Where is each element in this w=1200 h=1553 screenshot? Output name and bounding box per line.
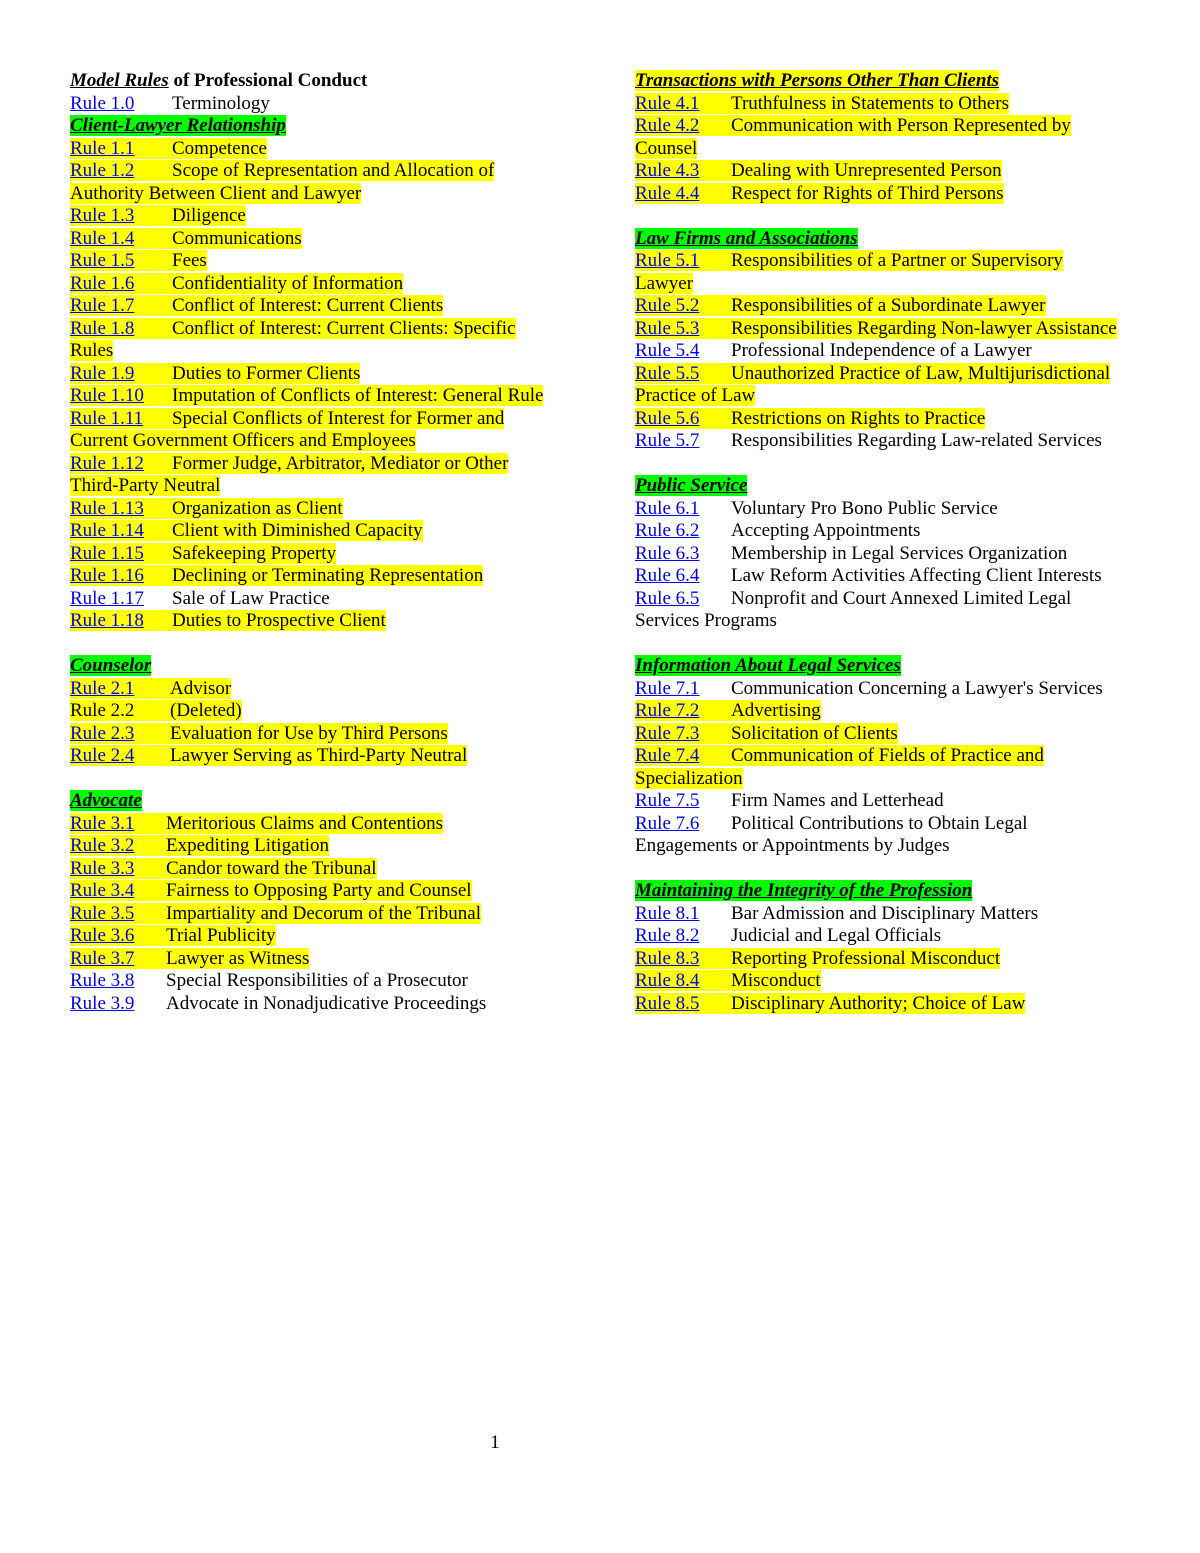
rule-entry xyxy=(70,835,570,858)
rule-entry xyxy=(635,970,1155,993)
rule-entry xyxy=(635,340,1155,363)
rule-entry-content xyxy=(70,903,481,924)
rule-number-link[interactable]: Rule 6.4 xyxy=(635,565,700,586)
rule-title-continuation-line xyxy=(70,475,570,498)
rule-number-link[interactable]: Rule 1.7 xyxy=(70,295,135,316)
rule-number-link[interactable]: Rule 8.5 xyxy=(635,992,700,1014)
rule-entry-content xyxy=(70,318,516,339)
rule-title: Safekeeping Property xyxy=(172,542,337,564)
rule-title-continuation-line xyxy=(70,183,570,206)
rule-number-link[interactable]: Rule 3.7 xyxy=(70,947,135,969)
rule-number-link[interactable]: Rule 3.3 xyxy=(70,857,135,879)
rule-entry-content xyxy=(70,295,443,316)
rule-number-link[interactable]: Rule 7.2 xyxy=(635,700,700,721)
rule-number-link[interactable]: Rule 3.9 xyxy=(70,992,135,1014)
rule-title: Firm Names and Letterhead xyxy=(731,790,944,811)
rule-title-continuation-line xyxy=(635,273,1155,296)
rule-number-link[interactable]: Rule 2.4 xyxy=(70,745,135,766)
rule-number-link[interactable]: Rule 1.14 xyxy=(70,520,144,541)
rule-title: Competence xyxy=(172,137,267,159)
section-spacer xyxy=(635,633,1155,656)
rule-entry-content xyxy=(70,160,494,181)
rule-entry xyxy=(70,205,570,228)
rule-number-link[interactable]: Rule 1.4 xyxy=(70,227,135,249)
rule-number-link[interactable]: Rule 1.5 xyxy=(70,250,135,271)
rule-entry-content xyxy=(635,565,1102,586)
rule-entry xyxy=(635,115,1155,138)
rule-entry-content xyxy=(635,430,1102,451)
rule-title: Expediting Litigation xyxy=(166,835,330,856)
rule-title-continuation-line xyxy=(635,138,1155,161)
rule-entry xyxy=(70,588,570,611)
section-heading-line xyxy=(635,70,1155,93)
rule-entry xyxy=(70,880,570,903)
rule-entry xyxy=(70,610,570,633)
rule-entry xyxy=(70,723,570,746)
rule-number-link[interactable]: Rule 6.2 xyxy=(635,520,700,541)
rule-title-continuation: Lawyer xyxy=(635,272,694,294)
rule-entry xyxy=(635,250,1155,273)
rule-entry-content xyxy=(635,93,1009,114)
rule-title: Organization as Client xyxy=(172,497,343,519)
rule-entry xyxy=(70,520,570,543)
rule-entry xyxy=(635,498,1155,521)
rule-title: Former Judge, Arbitrator, Mediator or Other xyxy=(172,452,509,474)
rule-entry xyxy=(70,970,570,993)
rule-entry-content xyxy=(70,385,543,406)
rule-entry-content xyxy=(635,925,941,946)
rule-entry xyxy=(70,925,570,948)
rule-title: Special Responsibilities of a Prosecutor xyxy=(166,970,468,991)
section-heading-line xyxy=(635,655,1155,678)
rule-title: Candor toward the Tribunal xyxy=(166,857,377,879)
rule-entry-content xyxy=(70,610,386,631)
rule-number-link[interactable]: Rule 3.6 xyxy=(70,925,135,946)
rule-title-continuation: Specialization xyxy=(635,767,743,789)
rule-entry-content xyxy=(635,970,821,991)
rule-title: Dealing with Unrepresented Person xyxy=(731,160,1002,181)
rule-title-continuation-line xyxy=(70,340,570,363)
rule-title: Restrictions on Rights to Practice xyxy=(731,407,986,429)
rule-entry-content xyxy=(635,363,1110,384)
rule-title: Communications xyxy=(172,227,302,249)
rule-entry-content xyxy=(70,858,377,879)
rule-entry-content xyxy=(70,835,329,856)
rule-entry xyxy=(635,565,1155,588)
rule-entry-content xyxy=(635,250,1063,271)
rule-title: Confidentiality of Information xyxy=(172,272,404,294)
section-heading-line xyxy=(70,655,570,678)
rule-title: Declining or Terminating Representation xyxy=(172,565,484,586)
rule-number-link[interactable]: Rule 1.11 xyxy=(70,407,144,429)
rule-number-link[interactable]: Rule 1.6 xyxy=(70,272,135,294)
rule-entry xyxy=(635,295,1155,318)
section-heading-line xyxy=(70,790,570,813)
rule-entry xyxy=(70,160,570,183)
rule-title: Communication of Fields of Practice and xyxy=(731,745,1044,766)
section-heading: Law Firms and Associations xyxy=(635,227,858,249)
rule-entry-content xyxy=(635,723,898,744)
rule-entry xyxy=(635,813,1155,836)
rule-entry xyxy=(70,543,570,566)
rule-number-link[interactable]: Rule 1.8 xyxy=(70,317,135,339)
rule-entry xyxy=(635,588,1155,611)
rule-title-continuation-line xyxy=(635,768,1155,791)
rule-title: Membership in Legal Services Organization xyxy=(731,542,1068,564)
rule-entry xyxy=(635,93,1155,116)
section-heading: Information About Legal Services xyxy=(635,655,901,676)
right-rule-list xyxy=(635,70,1155,1015)
rule-entry-content xyxy=(635,543,1067,564)
rule-entry xyxy=(70,498,570,521)
rule-entry xyxy=(635,520,1155,543)
rule-entry-content xyxy=(70,993,486,1014)
rule-title-continuation-line xyxy=(635,835,1155,858)
rule-number-link[interactable]: Rule 1.2 xyxy=(70,160,135,181)
rule-title-continuation: Engagements or Appointments by Judges xyxy=(635,835,950,856)
rule-number-link[interactable]: Rule 5.1 xyxy=(635,250,700,271)
rule-number-link[interactable]: Rule 3.5 xyxy=(70,902,135,924)
rule-entry-content xyxy=(70,880,472,901)
rule-title: Conflict of Interest: Current Clients xyxy=(172,295,444,316)
rule-title: Sale of Law Practice xyxy=(172,587,330,609)
rule-number-link[interactable]: Rule 6.3 xyxy=(635,542,700,564)
rule-entry xyxy=(70,385,570,408)
rule-title: Responsibilities Regarding Law-related Services xyxy=(731,430,1102,451)
rule-entry xyxy=(70,678,570,701)
rule-number-link[interactable]: Rule 6.5 xyxy=(635,587,700,609)
rule-entry xyxy=(70,858,570,881)
rule-number-link[interactable]: Rule 1.13 xyxy=(70,497,144,519)
rule-number-link[interactable]: Rule 1.18 xyxy=(70,610,144,631)
rule-title: Terminology xyxy=(172,92,270,114)
rule-number-link[interactable]: Rule 5.5 xyxy=(635,362,700,384)
rule-title-continuation-line xyxy=(635,385,1155,408)
rule-number-link[interactable]: Rule 7.1 xyxy=(635,677,700,699)
rule-number-link[interactable]: Rule 1.17 xyxy=(70,587,144,609)
section-spacer xyxy=(70,768,570,791)
rule-number-link[interactable]: Rule 1.10 xyxy=(70,385,144,406)
rule-entry-content xyxy=(70,250,207,271)
rule-title: Advertising xyxy=(731,700,821,721)
rule-entry-content xyxy=(70,138,267,159)
rule-entry-content xyxy=(635,678,1103,699)
rule-number-link[interactable]: Rule 5.2 xyxy=(635,295,700,316)
rule-entry-content xyxy=(70,520,423,541)
section-spacer xyxy=(635,205,1155,228)
rule-entry-content xyxy=(70,588,330,609)
rule-title-continuation: Services Programs xyxy=(635,610,777,631)
rule-entry-content xyxy=(70,228,302,249)
rule-entry-content xyxy=(635,993,1025,1014)
rule-entry-content xyxy=(635,700,821,721)
rule-number-link[interactable]: Rule 1.12 xyxy=(70,452,144,474)
rule-number-link[interactable]: Rule 8.3 xyxy=(635,947,700,969)
rule-title: Political Contributions to Obtain Legal xyxy=(731,812,1028,834)
rule-title: Meritorious Claims and Contentions xyxy=(166,812,444,834)
rule-number-link[interactable]: Rule 5.6 xyxy=(635,407,700,429)
rule-entry-content xyxy=(70,93,270,114)
rule-title: Nonprofit and Court Annexed Limited Legal xyxy=(731,587,1072,609)
rule-number-link[interactable]: Rule 5.3 xyxy=(635,317,700,339)
rule-entry-content xyxy=(635,520,920,541)
rule-title: Respect for Rights of Third Persons xyxy=(731,182,1004,204)
rule-entry-content xyxy=(635,295,1046,316)
rule-entry-content xyxy=(70,700,242,721)
rule-number-link[interactable]: Rule 7.5 xyxy=(635,790,700,811)
section-heading: Advocate xyxy=(70,790,142,811)
rule-entry-content xyxy=(635,948,1000,969)
rule-number-link[interactable]: Rule 4.1 xyxy=(635,92,700,114)
rule-number-link[interactable]: Rule 8.4 xyxy=(635,970,700,991)
rule-entry-content xyxy=(70,925,276,946)
rule-entry-content xyxy=(635,340,1032,361)
rule-entry xyxy=(70,813,570,836)
rule-entry xyxy=(635,318,1155,341)
rule-entry xyxy=(635,700,1155,723)
rule-title: Disciplinary Authority; Choice of Law xyxy=(731,992,1026,1014)
rule-title: Advocate in Nonadjudicative Proceedings xyxy=(166,992,487,1014)
rule-number-link[interactable]: Rule 4.2 xyxy=(635,115,700,136)
rule-entry xyxy=(635,363,1155,386)
rule-entry-content xyxy=(70,363,360,384)
rule-title: Conflict of Interest: Current Clients: Specific xyxy=(172,317,516,339)
rule-entry xyxy=(70,250,570,273)
rule-title-continuation: Counsel xyxy=(635,137,698,159)
rule-title: Responsibilities Regarding Non-lawyer Assistance xyxy=(731,317,1117,339)
rule-entry-content xyxy=(70,745,467,766)
rule-entry-content xyxy=(635,183,1004,204)
rule-title: Duties to Prospective Client xyxy=(172,610,386,631)
document-title xyxy=(70,70,570,93)
rule-entry xyxy=(635,408,1155,431)
rule-entry xyxy=(70,318,570,341)
section-spacer xyxy=(635,858,1155,881)
rule-title: Truthfulness in Statements to Others xyxy=(731,92,1009,114)
rule-entry xyxy=(635,430,1155,453)
rule-title: Impartiality and Decorum of the Tribunal xyxy=(166,902,482,924)
rule-entry xyxy=(635,543,1155,566)
rule-entry xyxy=(635,948,1155,971)
rule-entry xyxy=(635,925,1155,948)
rule-number-link[interactable]: Rule 7.6 xyxy=(635,812,700,834)
rule-title: Evaluation for Use by Third Persons xyxy=(170,722,448,744)
rule-title: Fairness to Opposing Party and Counsel xyxy=(166,880,472,901)
rule-number-link[interactable]: Rule 3.4 xyxy=(70,880,135,901)
document-title-rest: of Professional Conduct xyxy=(168,70,368,91)
rule-entry xyxy=(70,138,570,161)
rule-title: Judicial and Legal Officials xyxy=(731,925,942,946)
section-spacer xyxy=(70,633,570,656)
rule-number-link[interactable]: Rule 1.1 xyxy=(70,137,135,159)
rule-entry-content xyxy=(70,408,504,429)
rule-entry-content xyxy=(70,543,336,564)
rule-title: Imputation of Conflicts of Interest: General Rule xyxy=(172,385,544,406)
rule-entry xyxy=(70,745,570,768)
rule-number-link[interactable]: Rule 5.7 xyxy=(635,430,700,451)
rule-number-link[interactable]: Rule 8.2 xyxy=(635,925,700,946)
rule-title-continuation: Authority Between Client and Lawyer xyxy=(70,182,362,204)
rule-number-link[interactable]: Rule 7.3 xyxy=(635,722,700,744)
rule-number: Rule 2.2 xyxy=(70,700,135,721)
rule-entry xyxy=(70,700,570,723)
rule-number-link[interactable]: Rule 6.1 xyxy=(635,497,700,519)
rule-entry-content xyxy=(635,903,1038,924)
left-rule-list xyxy=(70,93,570,1016)
rule-entry-content xyxy=(70,948,309,969)
rule-entry-content xyxy=(70,498,343,519)
rule-entry-content xyxy=(70,678,231,699)
rule-title: Diligence xyxy=(172,205,246,226)
rule-entry-content xyxy=(635,115,1071,136)
rule-entry xyxy=(70,408,570,431)
rule-title: Responsibilities of a Subordinate Lawyer xyxy=(731,295,1046,316)
section-heading-line xyxy=(70,115,570,138)
rule-entry xyxy=(70,453,570,476)
rule-entry xyxy=(635,745,1155,768)
rule-entry-content xyxy=(70,565,483,586)
rule-title: Communication Concerning a Lawyer's Services xyxy=(731,677,1103,699)
rule-entry xyxy=(70,295,570,318)
section-heading: Public Service xyxy=(635,475,748,496)
rule-entry xyxy=(635,723,1155,746)
section-heading-line xyxy=(635,475,1155,498)
section-heading: Counselor xyxy=(70,655,152,676)
rule-entry-content xyxy=(635,588,1071,609)
rule-title: Client with Diminished Capacity xyxy=(172,520,423,541)
rule-entry-content xyxy=(70,723,448,744)
rule-title: Advisor xyxy=(170,677,232,699)
rule-title-continuation: Current Government Officers and Employees xyxy=(70,430,416,451)
rule-entry-content xyxy=(635,408,985,429)
rule-number-link[interactable]: Rule 4.3 xyxy=(635,160,700,181)
rule-title: Special Conflicts of Interest for Former and xyxy=(172,407,505,429)
rule-entry xyxy=(70,363,570,386)
rule-entry xyxy=(70,993,570,1016)
rule-title: Bar Admission and Disciplinary Matters xyxy=(731,902,1039,924)
rule-entry-content xyxy=(70,453,508,474)
rule-entry xyxy=(70,565,570,588)
rule-number-link[interactable]: Rule 3.8 xyxy=(70,970,135,991)
rule-number-link[interactable]: Rule 2.1 xyxy=(70,677,135,699)
rule-number-link[interactable]: Rule 2.3 xyxy=(70,722,135,744)
rule-number-link[interactable]: Rule 7.4 xyxy=(635,745,700,766)
rule-entry xyxy=(70,273,570,296)
rule-number-link[interactable]: Rule 1.16 xyxy=(70,565,144,586)
rule-title: Responsibilities of a Partner or Supervisory xyxy=(731,250,1063,271)
rule-title-continuation: Third-Party Neutral xyxy=(70,475,221,496)
rule-entry xyxy=(635,790,1155,813)
rule-title-continuation-line xyxy=(635,610,1155,633)
rule-entry-content xyxy=(635,498,998,519)
rule-entry xyxy=(635,903,1155,926)
rule-number-link[interactable]: Rule 1.15 xyxy=(70,542,144,564)
left-column xyxy=(70,70,570,1015)
rule-entry xyxy=(635,678,1155,701)
rule-number-link[interactable]: Rule 1.9 xyxy=(70,362,135,384)
rule-entry-content xyxy=(70,970,468,991)
rule-number-link[interactable]: Rule 1.0 xyxy=(70,92,135,114)
page-number: 1 xyxy=(490,1432,500,1453)
rule-title: Fees xyxy=(172,250,207,271)
section-heading-line xyxy=(635,880,1155,903)
rule-entry-content xyxy=(70,273,403,294)
rule-number-link[interactable]: Rule 4.4 xyxy=(635,182,700,204)
rule-entry xyxy=(70,93,570,116)
rule-title: Voluntary Pro Bono Public Service xyxy=(731,497,998,519)
rule-title: Trial Publicity xyxy=(166,925,276,946)
section-heading-line xyxy=(635,228,1155,251)
rule-number-link[interactable]: Rule 8.1 xyxy=(635,902,700,924)
rule-number-link[interactable]: Rule 3.2 xyxy=(70,835,135,856)
rule-title-continuation: Practice of Law xyxy=(635,385,756,406)
rule-entry xyxy=(70,903,570,926)
rule-entry-content xyxy=(70,205,246,226)
rule-title: Unauthorized Practice of Law, Multijurisdictional xyxy=(731,362,1111,384)
rule-entry xyxy=(70,228,570,251)
section-spacer xyxy=(635,453,1155,476)
rule-title: Misconduct xyxy=(731,970,821,991)
rule-entry-content xyxy=(635,745,1044,766)
rule-entry xyxy=(635,160,1155,183)
rule-title: Lawyer Serving as Third-Party Neutral xyxy=(170,745,468,766)
rule-number-link[interactable]: Rule 5.4 xyxy=(635,340,700,361)
rule-entry-content xyxy=(635,160,1002,181)
document-title-italic: Model Rules xyxy=(70,70,169,91)
rule-title: Reporting Professional Misconduct xyxy=(731,947,1001,969)
rule-entry-content xyxy=(635,813,1028,834)
rule-entry xyxy=(635,993,1155,1016)
rule-title-continuation-line xyxy=(70,430,570,453)
rule-title-continuation: Rules xyxy=(70,340,114,361)
rule-title: Lawyer as Witness xyxy=(166,947,310,969)
rule-entry-content xyxy=(635,318,1117,339)
section-heading: Maintaining the Integrity of the Profession xyxy=(635,880,973,901)
right-column xyxy=(635,70,1155,1015)
rule-title: Solicitation of Clients xyxy=(731,722,898,744)
rule-number-link[interactable]: Rule 3.1 xyxy=(70,812,135,834)
rule-title: Accepting Appointments xyxy=(731,520,921,541)
rule-title: Scope of Representation and Allocation of xyxy=(172,160,495,181)
rule-number-link[interactable]: Rule 1.3 xyxy=(70,205,135,226)
rule-entry xyxy=(635,183,1155,206)
rule-title: Communication with Person Represented by xyxy=(731,115,1071,136)
rule-title: Law Reform Activities Affecting Client Interests xyxy=(731,565,1102,586)
rule-title: (Deleted) xyxy=(170,700,242,721)
rule-entry-content xyxy=(70,813,443,834)
rule-entry-content xyxy=(635,790,944,811)
section-heading: Client-Lawyer Relationship xyxy=(70,115,286,136)
rule-title: Professional Independence of a Lawyer xyxy=(731,340,1032,361)
rule-entry xyxy=(70,948,570,971)
section-heading: Transactions with Persons Other Than Clients xyxy=(635,70,1000,91)
rule-title: Duties to Former Clients xyxy=(172,362,361,384)
